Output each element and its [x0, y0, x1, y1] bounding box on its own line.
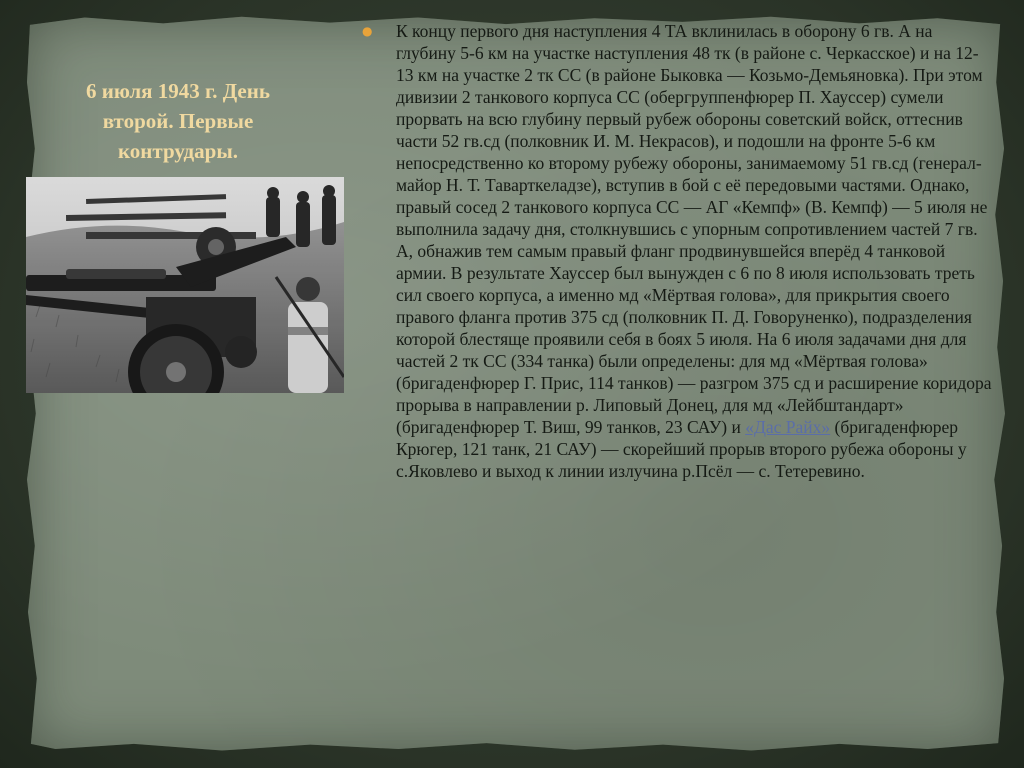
- artillery-photo: [26, 177, 344, 393]
- slide-title: 6 июля 1943 г. День второй. Первые контрудары.: [86, 79, 270, 163]
- bullet-icon: ●: [362, 24, 373, 38]
- body-text-part-2: (бригаденфюрер Крюгер, 121 танк, 21 САУ) — скорейший прорыв второго рубежа обороны у с.Яковлево и выход к линии излучина р.Псёл — с. Тетеревино.: [396, 417, 967, 481]
- body-text: [396, 20, 996, 482]
- artillery-photo-drawing: [26, 177, 344, 393]
- body-text-part-1: К концу первого дня наступления 4 ТА вклинилась в оборону 6 гв. А на глубину 5-6 км на участке наступления 48 тк (в районе с. Черкасское) и на 12-13 км на участке 2 тк СС (в районе Быковка — Козьмо-Демьяновка). При этом дивизии 2 танкового корпуса СС (обергруппенфюрер П. Хауссер) сумели прорвать на всю глубину первый рубеж обороны советский войск, оттеснив части 52 гв.сд (полковник И. М. Некрасов), и подошли на фронте 5-6 км непосредственно ко второму рубежу обороны, занимаемому 51 гв.сд (генерал-майор Н. Т. Таварткеладзе), вступив в бой с её передовыми частями. Однако, правый сосед 2 танкового корпуса СС — АГ «Кемпф» (В. Кемпф) — 5 июля не выполнила задачу дня, столкнувшись с упорным сопротивлением частей 7 гв. А, обнажив тем самым правый фланг продвинувшейся вперёд 4 танковой армии. В результате Хауссер был вынужден с 6 по 8 июля использовать треть сил своего корпуса, а именно мд «Мёртвая голова», для прикрытия своего правого фланга против 375 сд (полковник П. Д. Говоруненко), подразделения которой блестяще проявили себя в боях 5 июля. На 6 июля задачами дня для частей 2 тк СС (334 танка) были определены: для мд «Мёртвая голова» (бригаденфюрер Г. Прис, 114 танков) — разгром 375 сд и расширение коридора прорыва в направлении р. Липовый Донец, для мд «Лейбштандарт» (бригаденфюрер Т. Виш, 99 танков, 23 САУ) и: [396, 21, 992, 437]
- das-reich-link[interactable]: «Дас Райх»: [745, 417, 831, 437]
